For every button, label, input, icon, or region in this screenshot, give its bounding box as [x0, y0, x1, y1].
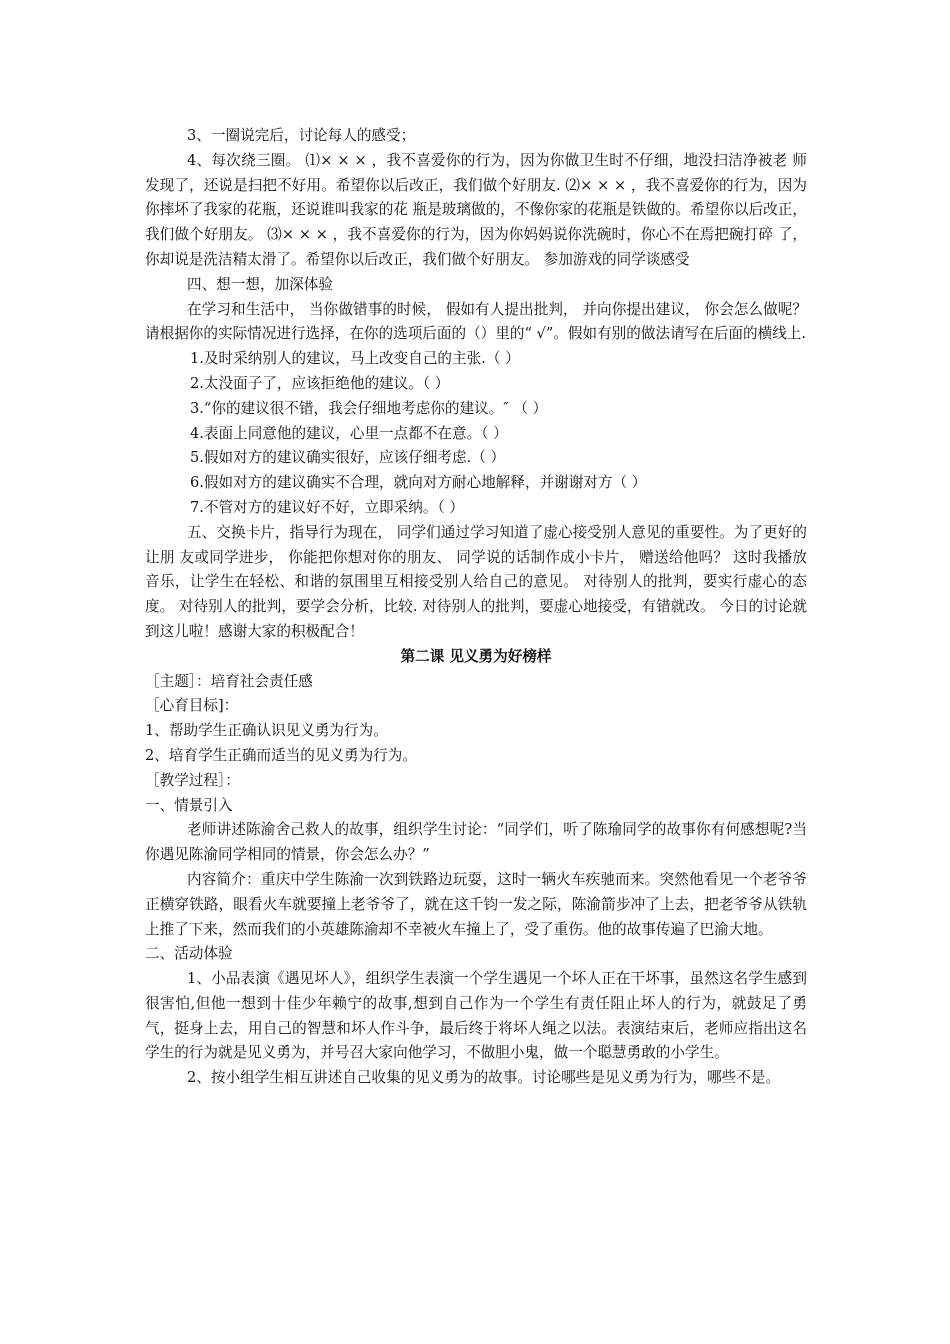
option-5: 5.假如对方的建议确实很好，应该仔细考虑.（ ） [190, 449, 506, 467]
intro-paragraph: 老师讲述陈渝舍己救人的故事，组织学生讨论：“同学们，听了陈瑜同学的故事你有何感想呢?当你遇见陈渝同学相同的情景，你会怎么办？” [145, 821, 807, 864]
activity-paragraph-1: 1、小品表演《遇见坏人》，组织学生表演一个学生遇见一个坏人正在干坏事，虽然这名学生感到很害怕,但他一想到十佳少年赖宁的故事,想到自己作为一个学生有责任阻止坏人的行为，就鼓足了勇气，挺身上去，用自己的智慧和坏人作斗争，最后终于将坏人绳之以法。表演结束后，老师应指出这名学生的行为就是见义勇为，并号召大家向他学习，不做胆小鬼，做一个聪慧勇敢的小学生。 [145, 970, 807, 1062]
section-five-paragraph: 五、交换卡片，指导行为现在， 同学们通过学习知道了虚心接受别人意见的重要性。为了更好的让朋 友或同学进步， 你能把你想对你的朋友、 同学说的话制作成小卡片， 赠送给他吗？ 这时我播放音乐，让学生在轻松、和谐的氛围里互相接受别人给自己的意见。 对待别人的批判，要实行虚心的态度。 对待别人的批判，要学会分析，比较. 对待别人的批判，要虚心地接受，有错就改。 今日的讨论就到这儿啦！感谢大家的积极配合！ [145, 523, 807, 640]
option-2: 2.太没面子了，应该拒绝他的建议。（ ） [190, 374, 450, 392]
option-3: 3.“你的建议很不错，我会仔细地考虑你的建议。″ （ ） [190, 399, 548, 417]
option-7: 7.不管对方的建议好不好，立即采纳。（ ） [190, 498, 464, 516]
option-1: 1.及时采纳别人的建议，马上改变自己的主张.（ ） [190, 350, 520, 368]
document-body [145, 124, 807, 1091]
section-two-heading: 二、活动体验 [145, 945, 233, 963]
section-four-heading: 四、想一想，加深体验 [187, 275, 333, 293]
option-4: 4.表面上同意他的建议，心里一点都不在意。（ ） [190, 424, 508, 442]
paragraph-question: 在学习和生活中， 当你做错事的时候， 假如有人提出批判， 并向你提出建议， 你会怎么做呢？ 请根据你的实际情况进行选择，在你的选项后面的（）里的“ √”。假如有别的做法请写在后面的横线上. [145, 300, 807, 343]
teaching-process-heading: ［教学过程］： [145, 771, 240, 789]
section-one-heading: 一、情景引入 [145, 796, 233, 814]
option-6: 6.假如对方的建议确实不合理，就向对方耐心地解释，并谢谢对方（ ） [190, 474, 647, 492]
summary-paragraph: 内容简介：重庆中学生陈渝一次到铁路边玩耍，这时一辆火车疾驰而来。突然他看见一个老爷爷正横穿铁路，眼看火车就要撞上老爷爷了，就在这千钧一发之际，陈渝箭步冲了上去，把老爷爷从铁轨上推了下来，然而我们的小英雄陈渝却不幸被火车撞上了，受了重伤。他的故事传遍了巴渝大地。 [145, 870, 807, 938]
lesson-goal-1: 1、帮助学生正确认识见义勇为行为。 [145, 722, 388, 740]
lesson-goal-2: 2、培育学生正确而适当的见义勇为行为。 [145, 746, 417, 764]
lesson-theme: ［主题］：培育社会责任感 [145, 672, 313, 690]
lesson-goal-heading: ［心育目标]： [145, 697, 239, 715]
paragraph-step-4: 4、每次绕三圈。 ⑴× × × ，我不喜爱你的行为，因为你做卫生时不仔细，地没扫洁净被老 师发现了，还说是扫把不好用。希望你以后改正，我们做个好朋友. ⑵× × × ，我不喜爱你的行为，因为你摔坏了我家的花瓶，还说谁叫我家的花 瓶是玻璃做的，不像你家的花瓶是铁做的。希望你以后改正，我们做个好朋友。 ⑶× × × ，我不喜爱你的行为，因为你妈妈说你洗碗时，你心不在焉把碗打碎 了，你却说是洗洁精太滑了。希望你以后改正，我们做个好朋友。 参加游戏的同学谈感受 [145, 151, 807, 268]
activity-paragraph-2: 2、按小组学生相互讲述自己收集的见义勇为的故事。讨论哪些是见义勇为行为，哪些不是。 [187, 1069, 781, 1087]
lesson-title: 第二课 见义勇为好榜样 [400, 647, 552, 665]
paragraph-step-3: 3、一圈说完后，讨论每人的感受； [187, 127, 416, 144]
